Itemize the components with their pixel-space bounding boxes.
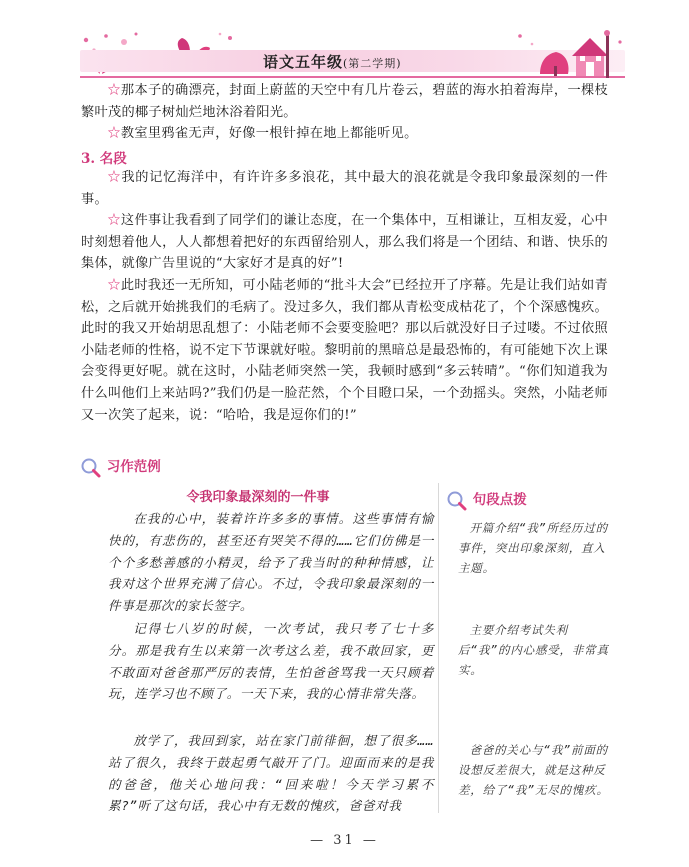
sidebar-heading: [446, 488, 527, 512]
essay-paragraph-home: 放学了，我回到家，站在家门前徘徊，想了很多……站了很久，我终于鼓起勇气敲开了门。迎面而来的是我的爸爸，他关心地问我：“回来啦！今天学习累不累?”听了这句话，我心中有无数的愧疚，爸爸对我: [108, 733, 434, 814]
star-bullet-icon: ☆: [107, 170, 122, 185]
passage-class-humility: ☆这件事让我看到了同学们的谦让态度，在一个集体中，互相谦让，互相友爱，心中时刻想着他人，人人都想着把好的东西留给别人，那么我们将是一个团结、和谐、快乐的集体，就像广告里说的“大家好才是真的好”!: [81, 213, 608, 272]
magnifier-icon: [446, 490, 468, 512]
passage-teacher-meeting: ☆此时我还一无所知，可小陆老师的“批斗大会”已经拉开了序幕。先是让我们站如青松，之后就开始挑我们的毛病了。没过多久，我们都从青松变成枯花了，个个深感愧疚。此时的我又开始胡思乱想了：小陆老师不会要变脸吧？那以后就没好日子过喽。不过依照小陆老师的性格，说不定下节课就好啦。黎明前的黑暗总是最恐怖的，有可能她下次上课会变得更好呢。就在这时，小陆老师突然一笑，我顿时感到“多云转晴”。“你们知道我为什么叫他们上来站吗?”我们仍是一脸茫然，个个目瞪口呆，一个劲摇头。突然，小陆老师又一次笑了起来，说：“哈哈，我是逗你们的!”: [81, 278, 608, 423]
passage-memory-ocean: ☆我的记忆海洋中，有许许多多浪花，其中最大的浪花就是令我印象最深刻的一件事。: [81, 170, 608, 207]
book-title: 语文五年级: [263, 53, 344, 71]
star-bullet-icon: ☆: [107, 213, 121, 228]
paragraph-classroom: ☆教室里鸦雀无声，好像一根针掉在地上都能听见。: [107, 126, 418, 141]
star-bullet-icon: ☆: [107, 278, 121, 293]
sidebar-note-father: 爸爸的关心与“我”前面的设想反差很大，就是这种反差，给了“我”无尽的愧疚。: [458, 743, 609, 797]
example-heading-label: 习作范例: [106, 459, 161, 475]
example-heading: [80, 455, 161, 479]
essay-paragraph-intro: 在我的心中，装着许许多多的事情。这些事情有愉快的，有悲伤的，甚至还有哭笑不得的……它们仿佛是一个个多愁善感的小精灵，给予了我当时的种种情感，让我对这个世界充满了信心。不过，令我印象最深刻的一件事是那次的家长签字。: [108, 511, 434, 614]
book-subtitle: (第二学期): [343, 57, 402, 70]
magnifier-icon: [80, 457, 102, 479]
page-header: [80, 28, 625, 84]
house-tree-decoration-icon: [510, 28, 630, 78]
section-heading-famous-passages: 3. 名段: [81, 151, 127, 167]
page-title: [263, 51, 402, 72]
page-number: — 31 —: [310, 833, 379, 848]
essay-paragraph-exam: 记得七八岁的时候，一次考试，我只考了七十多分。那是我有生以来第一次考这么差，我不敢回家，更不敢面对爸爸那严厉的表情，生怕爸爸骂我一天只顾着玩，连学习也不顾了。一天下来，我的心情非常失落。: [108, 621, 434, 702]
paragraph-notebook: ☆那本子的确漂亮，封面上蔚蓝的天空中有几片卷云，碧蓝的海水拍着海岸，一棵枝繁叶茂的椰子树灿烂地沐浴着阳光。: [81, 83, 608, 120]
star-bullet-icon: ☆: [107, 83, 121, 98]
sidebar-note-intro: 开篇介绍“我”所经历过的事件，突出印象深刻，直入主题。: [458, 521, 608, 575]
sidebar-note-exam: 主要介绍考试失利后“我”的内心感受，非常真实。: [458, 623, 609, 677]
essay-title: 令我印象最深刻的一件事: [186, 490, 330, 505]
star-bullet-icon: ☆: [107, 126, 121, 141]
sidebar-heading-label: 句段点拨: [472, 492, 527, 508]
